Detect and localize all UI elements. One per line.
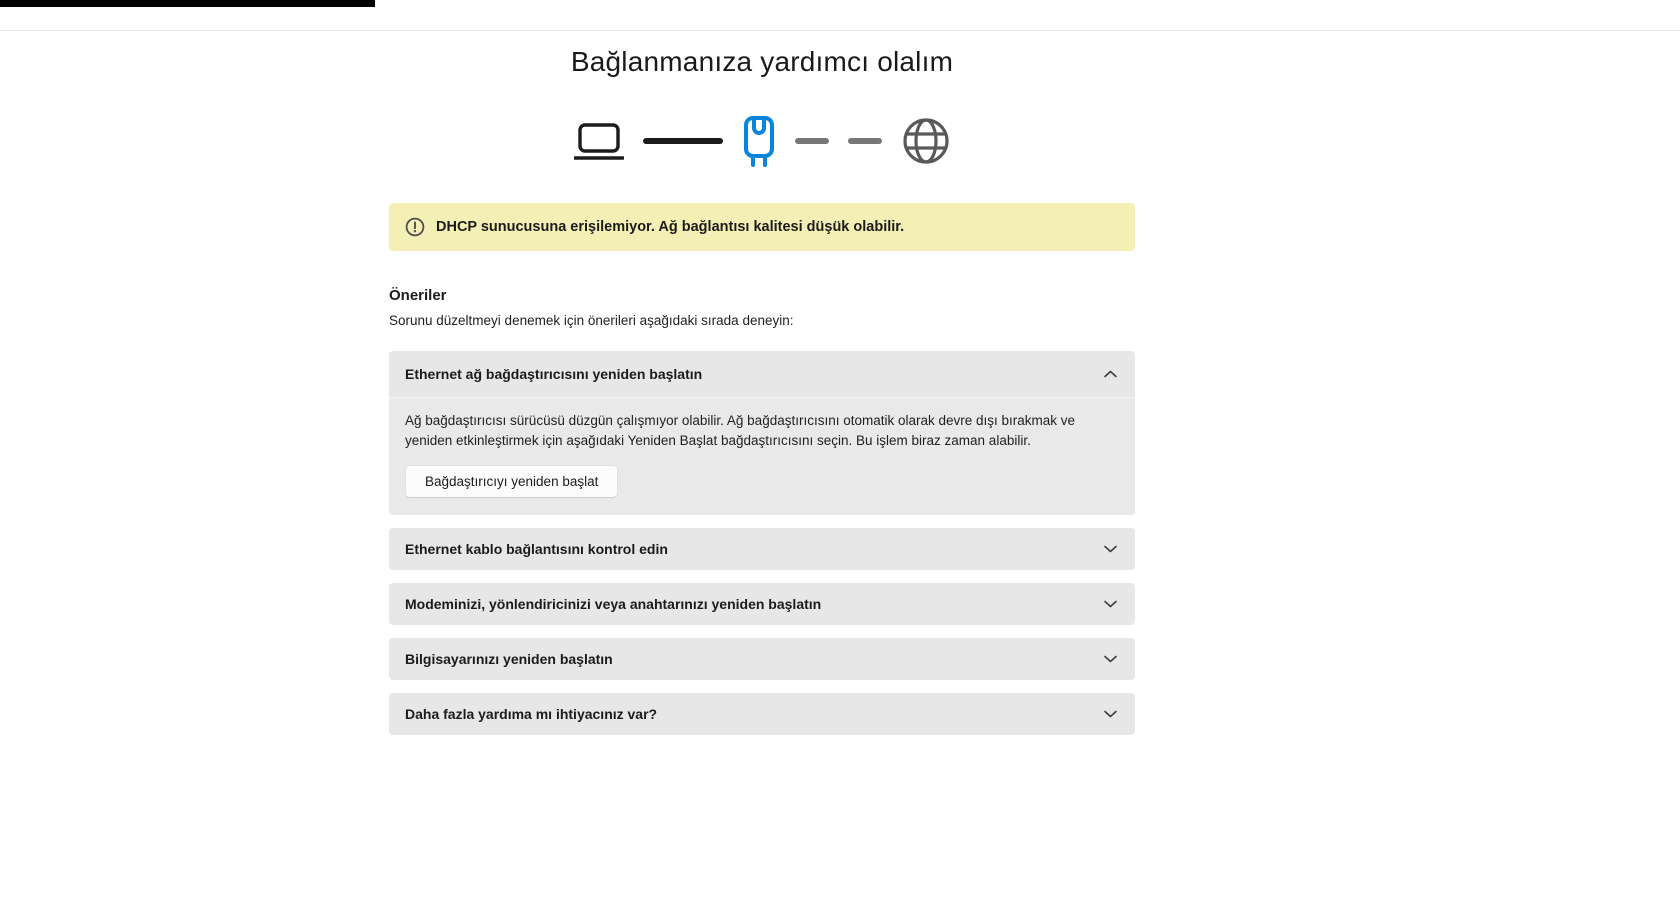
restart-adapter-description: Ağ bağdaştırıcısı sürücüsü düzgün çalışmıyor olabilir. Ağ bağdaştırıcısını otomatik olarak devre dışı bırakmak ve yeniden etkinleştirmek için aşağıdaki Yeniden Başlat bağdaştırıcısını seçin. Bu işlem biraz zaman alabilir. — [405, 413, 1076, 448]
accordion-item-restart-pc — [389, 638, 1135, 680]
accordion-header-restart-adapter[interactable] — [389, 351, 1135, 397]
accordion-title: Daha fazla yardıma mı ihtiyacınız var? — [405, 706, 658, 723]
chevron-up-icon[interactable] — [1104, 365, 1117, 383]
connection-dash-1 — [795, 138, 829, 144]
window-edge-bar — [0, 0, 375, 7]
alert-circle-icon — [405, 217, 425, 237]
dhcp-warning-banner — [389, 203, 1135, 251]
accordion-item-check-cable — [389, 528, 1135, 570]
connection-dash-2 — [848, 138, 882, 144]
suggestions-subheading: Sorunu düzeltmeyi denemek için önerileri aşağıdaki sırada deneyin: — [389, 313, 794, 328]
accordion-title: Bilgisayarınızı yeniden başlatın — [405, 651, 613, 668]
accordion-title: Ethernet kablo bağlantısını kontrol edin — [405, 541, 668, 558]
accordion-title: Modeminizi, yönlendiricinizi veya anahtarınızı yeniden başlatın — [405, 596, 822, 613]
laptop-icon — [574, 119, 624, 163]
page-title: Bağlanmanıza yardımcı olalım — [570, 46, 954, 77]
accordion-header-more-help[interactable] — [389, 693, 1135, 735]
chevron-down-icon[interactable] — [1104, 650, 1117, 668]
accordion-title: Ethernet ağ bağdaştırıcısını yeniden başlatın — [405, 366, 703, 382]
network-status-diagram — [389, 112, 1135, 170]
ethernet-plug-icon — [742, 115, 776, 167]
accordion-item-restart-adapter — [389, 351, 1135, 515]
accordion-body-restart-adapter — [389, 397, 1135, 515]
troubleshooter-panel — [389, 31, 1135, 748]
chevron-down-icon[interactable] — [1104, 595, 1117, 613]
chevron-down-icon[interactable] — [1104, 540, 1117, 558]
chevron-down-icon[interactable] — [1104, 705, 1117, 723]
restart-adapter-button[interactable]: Bağdaştırıcıyı yeniden başlat — [405, 465, 618, 498]
suggestions-heading: Öneriler — [389, 287, 447, 304]
connection-line-solid — [643, 138, 723, 144]
globe-icon — [901, 116, 951, 166]
accordion-header-check-cable[interactable] — [389, 528, 1135, 570]
suggestions-accordion — [389, 351, 1135, 735]
accordion-item-restart-modem — [389, 583, 1135, 625]
accordion-header-restart-pc[interactable] — [389, 638, 1135, 680]
accordion-item-more-help — [389, 693, 1135, 735]
warning-message: DHCP sunucusuna erişilemiyor. Ağ bağlantısı kalitesi düşük olabilir. — [436, 219, 905, 235]
accordion-header-restart-modem[interactable] — [389, 583, 1135, 625]
